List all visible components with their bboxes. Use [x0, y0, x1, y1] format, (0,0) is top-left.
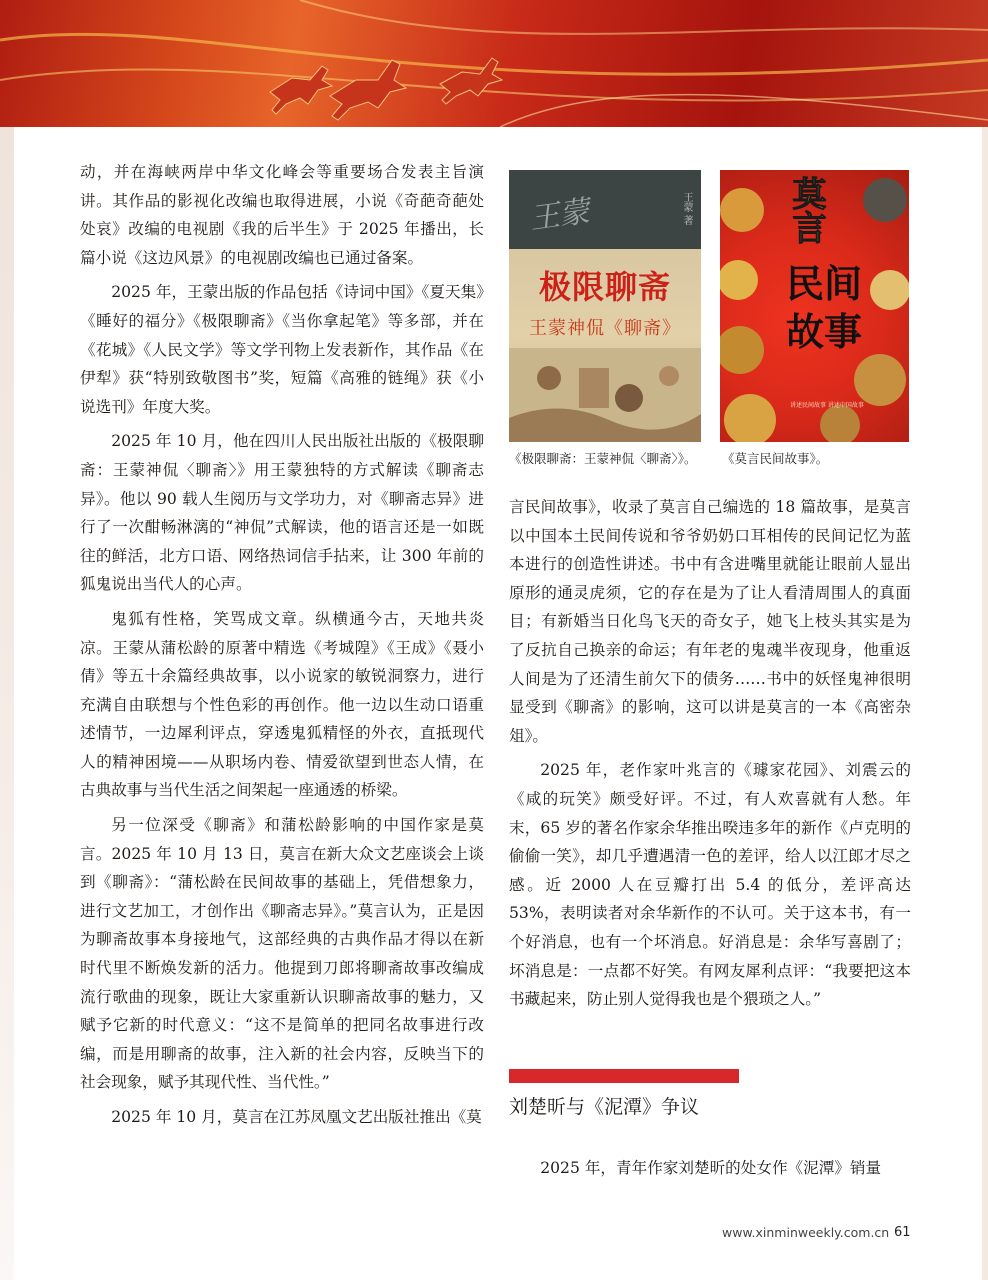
left-column [80, 158, 484, 1138]
paragraph: 2025 年 10 月，莫言在江苏凤凰文艺出版社推出《莫 [111, 1108, 482, 1126]
book-cover-moyan-minjian-gushi [720, 170, 909, 442]
left-margin-texture [0, 127, 14, 1280]
book-blurb: 讲述民间故事 讲述中国故事 [790, 402, 864, 409]
book-cover-jixian-liaozhai [509, 170, 701, 442]
author-signature: 王蒙 [527, 193, 592, 237]
book-title: 极限聊斋 [538, 268, 671, 306]
book-title-line2: 民间故事 [786, 261, 863, 354]
paragraph: 鬼狐有性格，笑骂成文章。纵横通今古，天地共炎凉。王蒙从蒲松龄的原著中精选《考城隍》《王成》《聂小倩》等五十余篇经典故事，以小说家的敏锐洞察力，进行充满自由联想与个性色彩的再创作。他一边以生动口语重述情节，一边犀利评点，穿透鬼狐精怪的外衣，直抵现代人的精神困境——从职场内卷、情爱欲望到世态人情，在古典故事与当代生活之间架起一座通透的桥梁。 [80, 609, 484, 800]
book-subtitle: 王蒙神侃《聊斋》 [529, 318, 681, 339]
right-column [509, 493, 911, 1020]
horses-illustration [0, 0, 988, 127]
book-title-line1: 莫言 [786, 176, 826, 244]
paragraph: 2025 年，青年作家刘楚昕的处女作《泥潭》销量 [540, 1159, 882, 1177]
illustration-scene [509, 348, 701, 442]
header-banner [0, 0, 988, 127]
paragraph: 2025 年，老作家叶兆言的《璩家花园》、刘震云的《咸的玩笑》颇受好评。不过，有人欢喜就有人愁。年末，65 岁的著名作家余华推出暌违多年的新作《卢克明的偷偷一笑》，却几乎遭遇清一色的差评，给人以江郎才尽之感。近 2000 人在豆瓣打出 5.4 的低分，差评高达 53%，表明读者对余华新作的不认可。关于这本书，有一个好消息，也有一个坏消息。好消息是：余华写喜剧了；坏消息是：一点都不好笑。有网友犀利点评：“我要把这本书藏起来，防止别人觉得我也是个猥琐之人。” [509, 761, 911, 1009]
footer-url: www.xinminweekly.com.cn [722, 1225, 890, 1240]
book-author: 王蒙 著 [681, 192, 692, 226]
caption-book2: 《莫言民间故事》。 [722, 451, 829, 466]
paragraph: 动，并在海峡两岸中华文化峰会等重要场合发表主旨演讲。其作品的影视化改编也取得进展，小说《奇葩奇葩处处哀》改编的电视剧《我的后半生》于 2025 年播出，长篇小说《这边风景》的电视剧改编也已通过备案。 [80, 163, 484, 267]
paragraph: 另一位深受《聊斋》和蒲松龄影响的中国作家是莫言。2025 年 10 月 13 日，莫言在新大众文艺座谈会上谈到《聊斋》：“蒲松龄在民间故事的基础上，凭借想象力，进行文艺加工，才创作出《聊斋志异》。”莫言认为，正是因为聊斋故事本身接地气，这部经典的古典作品才得以在新时代里不断焕发新的活力。他提到刀郎将聊斋故事改编成流行歌曲的现象，既让大家重新认识聊斋故事的魅力，又赋予它新的时代意义：“这不是简单的把同名故事进行改编，而是用聊斋的故事，注入新的社会内容，反映当下的社会现象，赋予其现代性、当代性。” [80, 816, 484, 1092]
paragraph: 2025 年 10 月，他在四川人民出版社出版的《极限聊斋：王蒙神侃〈聊斋〉》用王蒙独特的方式解读《聊斋志异》。他以 90 载人生阅历与文学功力，对《聊斋志异》进行了一次酣畅淋漓的“神侃”式解读，他的语言还是一如既往的鲜活，北方口语、网络热词信手拈来，让 300 年前的狐鬼说出当代人的心声。 [80, 432, 484, 594]
caption-book1: 《极限聊斋：王蒙神侃〈聊斋〉》。 [509, 451, 697, 466]
right-column-continued [509, 1154, 911, 1189]
page-number: 61 [894, 1225, 911, 1240]
section-heading: 刘楚昕与《泥潭》争议 [509, 1096, 700, 1118]
right-margin-texture [982, 127, 988, 1280]
section-red-bar [509, 1069, 739, 1083]
paragraph: 言民间故事》，收录了莫言自己编选的 18 篇故事，是莫言以中国本土民间传说和爷爷奶奶口耳相传的民间记忆为蓝本进行的创造性讲述。书中有含进嘴里就能让眼前人显出原形的通灵虎须，它的存在是为了让人看清周围人的真面目；有新婚当日化鸟飞天的奇女子，她飞上枝头其实是为了反抗自己换亲的命运；有年老的鬼魂半夜现身，他重返人间是为了还清生前欠下的债务……书中的妖怪鬼神很明显受到《聊斋》的影响，这可以讲是莫言的一本《高密杂俎》。 [509, 498, 911, 745]
paragraph: 2025 年，王蒙出版的作品包括《诗词中国》《夏天集》《睡好的福分》《极限聊斋》《当你拿起笔》等多部，并在《花城》《人民文学》等文学刊物上发表新作，其作品《在伊犁》获“特别致敬图书”奖，短篇《高雅的链绳》获《小说选刊》年度大奖。 [80, 283, 484, 416]
